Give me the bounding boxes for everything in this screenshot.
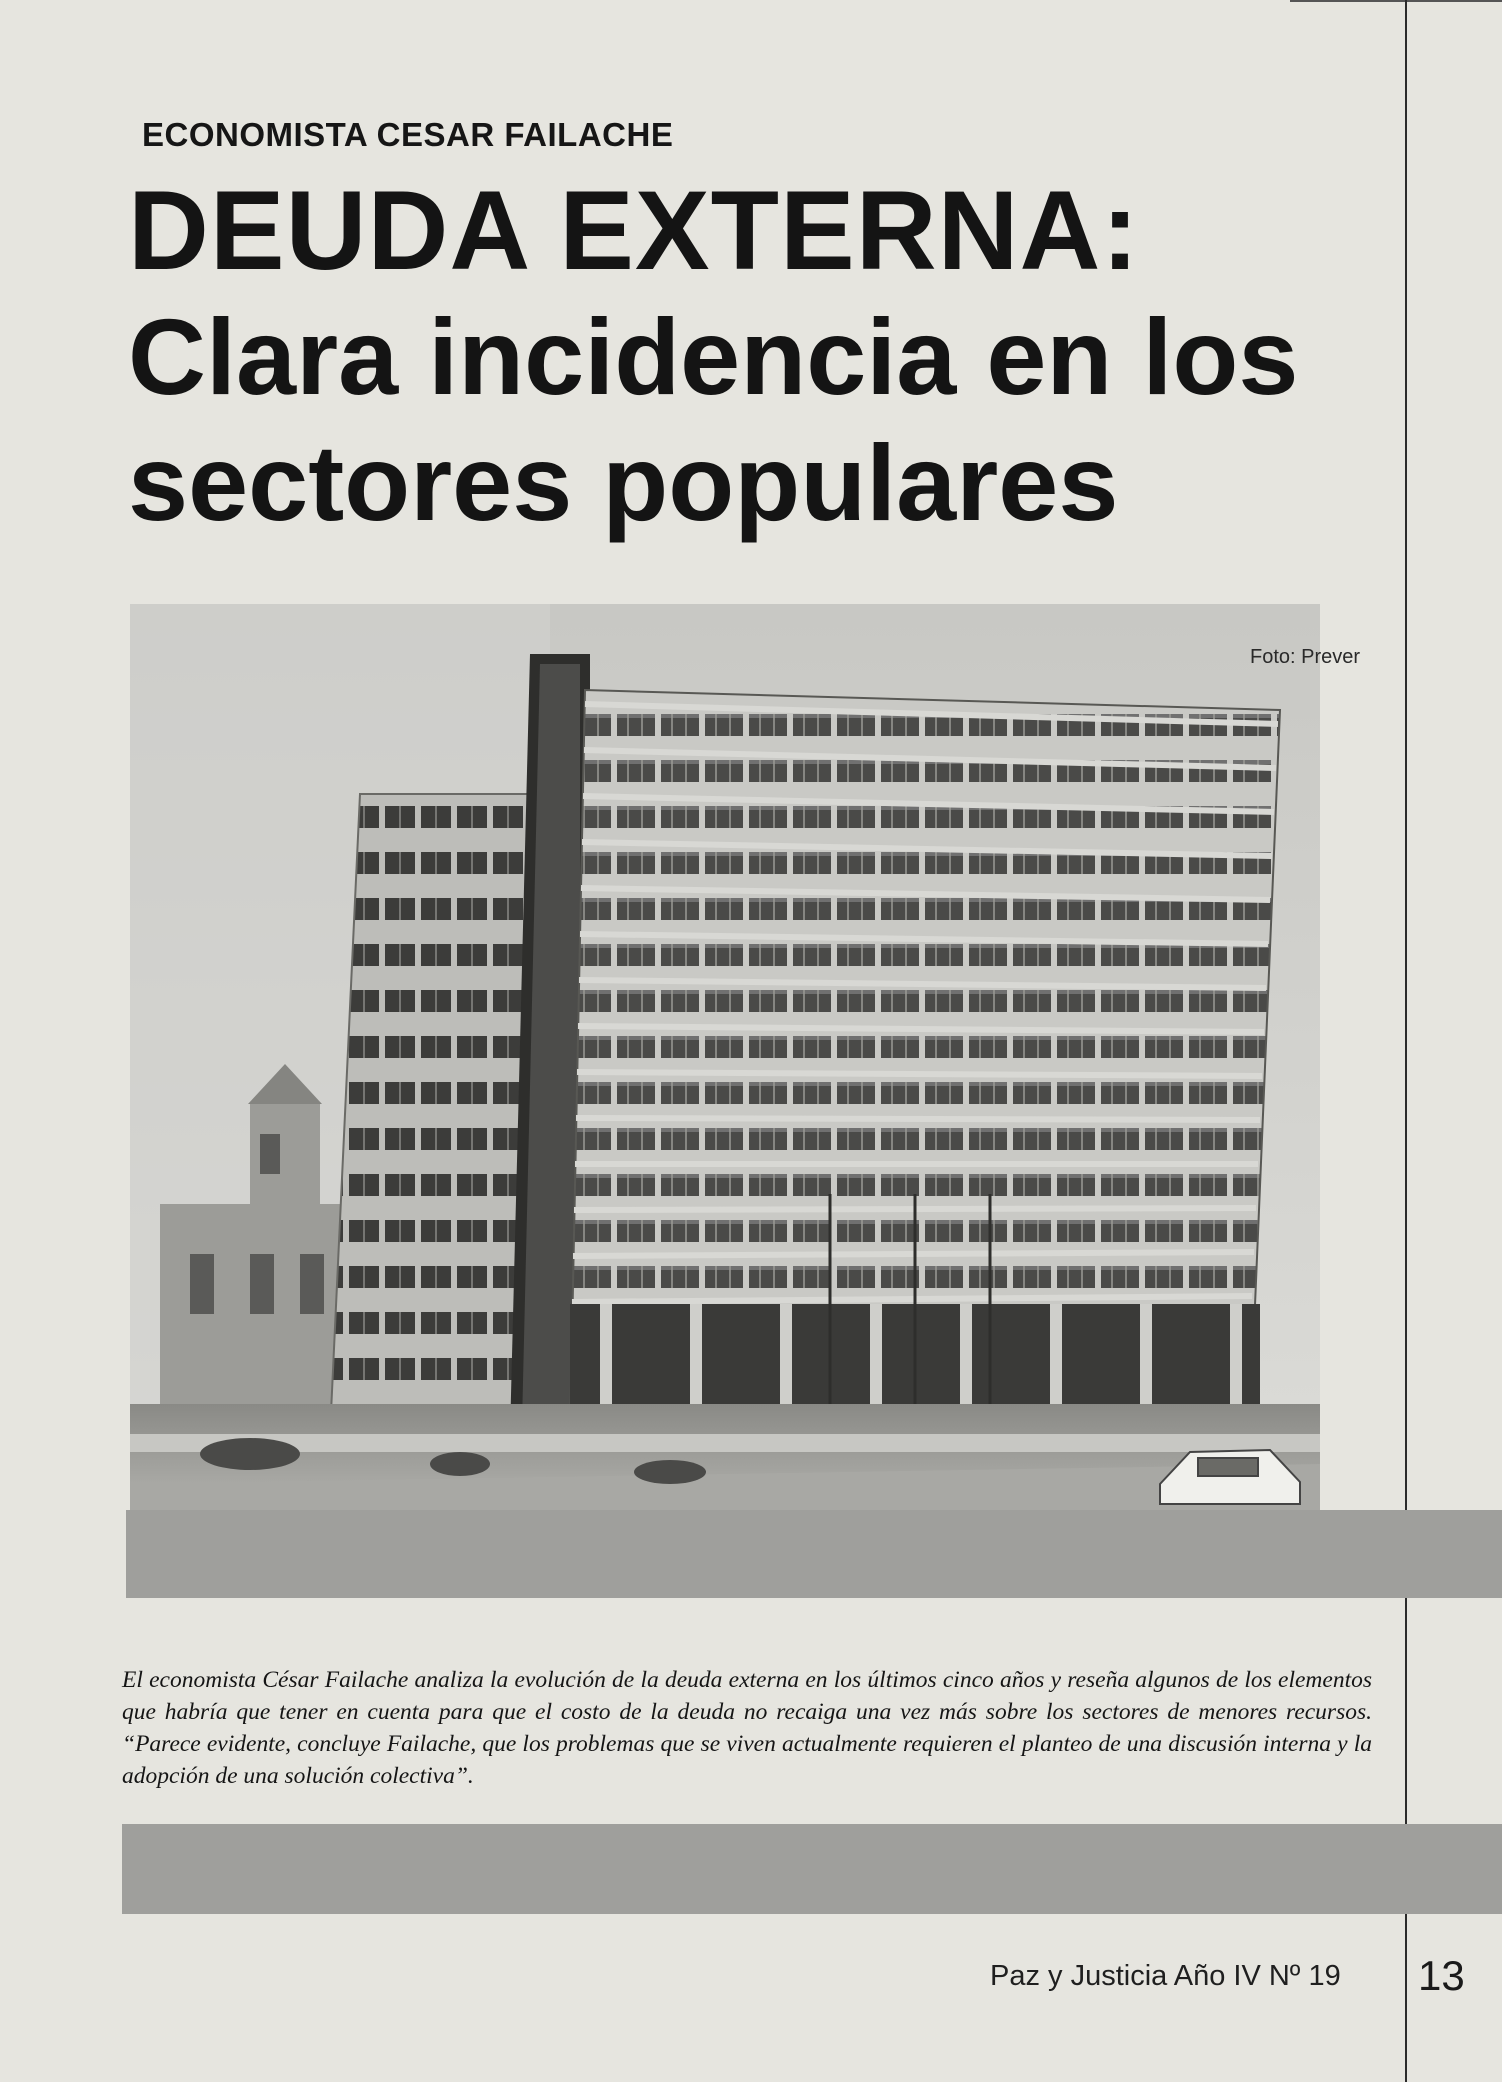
publication-footer: Paz y Justicia Año IV Nº 19 [990, 1960, 1341, 1992]
headline-line-2: Clara incidencia en los [128, 296, 1299, 417]
building-photo [130, 604, 1320, 1510]
gray-band-top [126, 1510, 1502, 1598]
page-number: 13 [1418, 1952, 1465, 1999]
column-rule [1405, 0, 1407, 2082]
top-rule [1290, 0, 1502, 2]
gray-band-bottom [122, 1824, 1502, 1914]
headline-line-1: DEUDA EXTERNA: [128, 168, 1140, 293]
article-kicker: ECONOMISTA CESAR FAILACHE [142, 116, 674, 153]
photo-credit: Foto: Prever [1250, 646, 1361, 668]
headline-line-3: sectores populares [128, 422, 1119, 543]
article-headline [128, 168, 1348, 546]
article-lede: El economista César Failache analiza la evolución de la deuda externa en los últimos cinco años y reseña algunos de los elementos que habría que tener en cuenta para que el costo de la deuda no recaiga una vez más sobre los sectores de menores recursos. “Parece evidente, concluye Failache, que los problemas que se viven actualmente requieren el planteo de una discusión interna y la adopción de una solución colectiva”. [122, 1666, 1372, 1789]
